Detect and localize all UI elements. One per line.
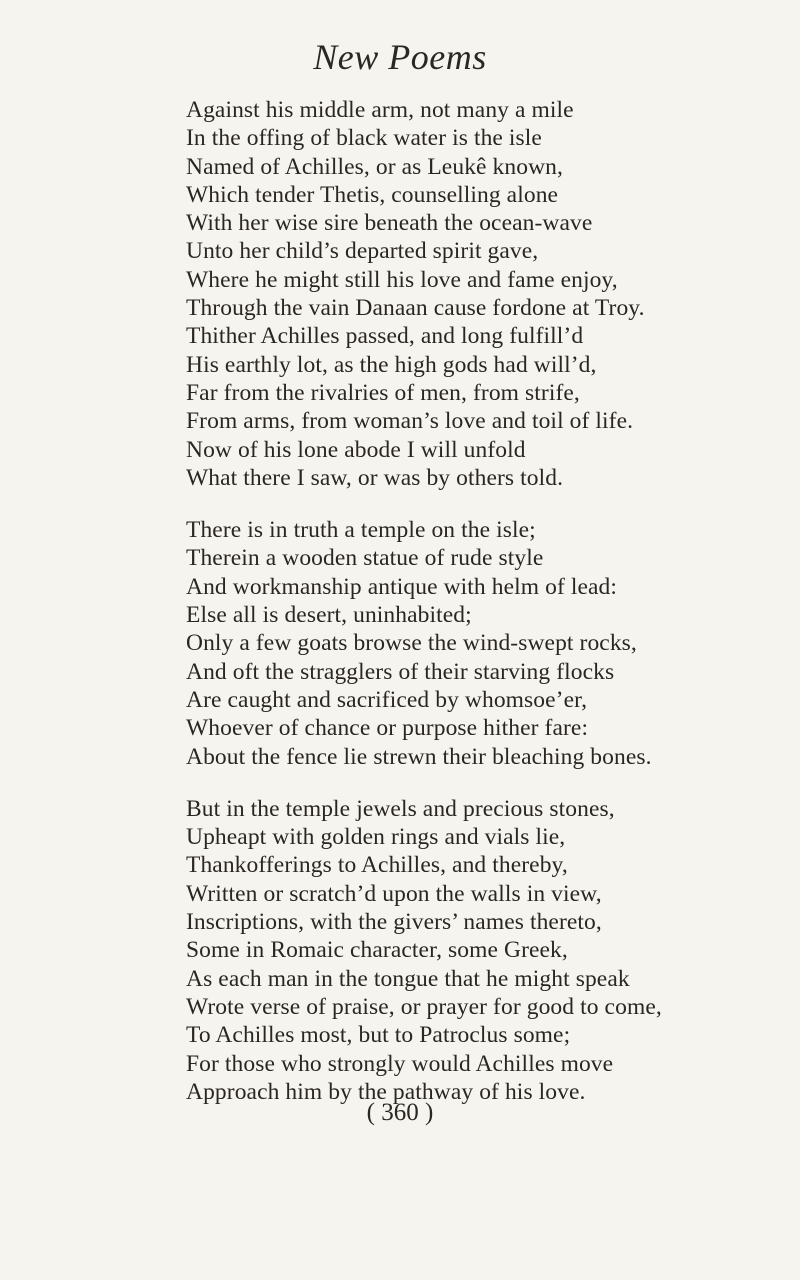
- poem-line: Now of his lone abode I will unfold: [186, 436, 526, 463]
- poem-line: Are caught and sacrificed by whomsoe’er,: [186, 686, 588, 713]
- poem-line: Some in Romaic character, some Greek,: [186, 937, 568, 964]
- poem-line: Else all is desert, uninhabited;: [186, 602, 472, 629]
- running-head: New Poems: [313, 37, 487, 77]
- stanza-2: [186, 516, 776, 771]
- page-number: ( 360 ): [366, 1099, 434, 1126]
- poem-line: About the fence lie strewn their bleaching bones.: [186, 743, 652, 770]
- poem-line: Thither Achilles passed, and long fulfill’d: [186, 323, 584, 350]
- poem-line: Where he might still his love and fame enjoy,: [186, 266, 618, 293]
- poem-line: To Achilles most, but to Patroclus some;: [186, 1022, 571, 1049]
- poem-line: With her wise sire beneath the ocean-wave: [186, 210, 593, 237]
- poem-line: Thankofferings to Achilles, and thereby,: [186, 852, 568, 879]
- poem-line: From arms, from woman’s love and toil of life.: [186, 408, 634, 435]
- poem-line: Unto her child’s departed spirit gave,: [186, 238, 539, 265]
- poem-line: As each man in the tongue that he might speak: [186, 965, 630, 992]
- poem-line: Through the vain Danaan cause fordone at Troy.: [186, 295, 645, 322]
- poem-line: Named of Achilles, or as Leukê known,: [186, 153, 563, 180]
- stanza-3: [186, 795, 776, 1106]
- poem-line: Upheapt with golden rings and vials lie,: [186, 824, 566, 851]
- poem-line: Wrote verse of praise, or prayer for good to come,: [186, 993, 662, 1020]
- poem-text: [186, 96, 776, 1106]
- poem-line: Which tender Thetis, counselling alone: [186, 181, 559, 208]
- poem-line: In the offing of black water is the isle: [186, 125, 542, 152]
- poem-line: Written or scratch’d upon the walls in view,: [186, 880, 602, 907]
- poem-line: There is in truth a temple on the isle;: [186, 517, 536, 544]
- poem-line: Only a few goats browse the wind-swept rocks,: [186, 630, 637, 657]
- poem-line: What there I saw, or was by others told.: [186, 464, 564, 491]
- poem-line: Inscriptions, with the givers’ names thereto,: [186, 909, 602, 936]
- poem-line: But in the temple jewels and precious stones,: [186, 795, 615, 822]
- poem-line: Therein a wooden statue of rude style: [186, 545, 544, 572]
- stanza-1: [186, 96, 776, 492]
- poem-line: His earthly lot, as the high gods had will’d,: [186, 351, 597, 378]
- poem-line: For those who strongly would Achilles move: [186, 1050, 614, 1077]
- poem-line: Whoever of chance or purpose hither fare:: [186, 715, 589, 742]
- poem-line: And oft the stragglers of their starving flocks: [186, 658, 615, 685]
- poem-line: And workmanship antique with helm of lead:: [186, 573, 618, 600]
- poem-line: Approach him by the pathway of his love.: [186, 1078, 586, 1105]
- poem-line: Against his middle arm, not many a mile: [186, 97, 574, 123]
- poem-line: Far from the rivalries of men, from strife,: [186, 379, 580, 406]
